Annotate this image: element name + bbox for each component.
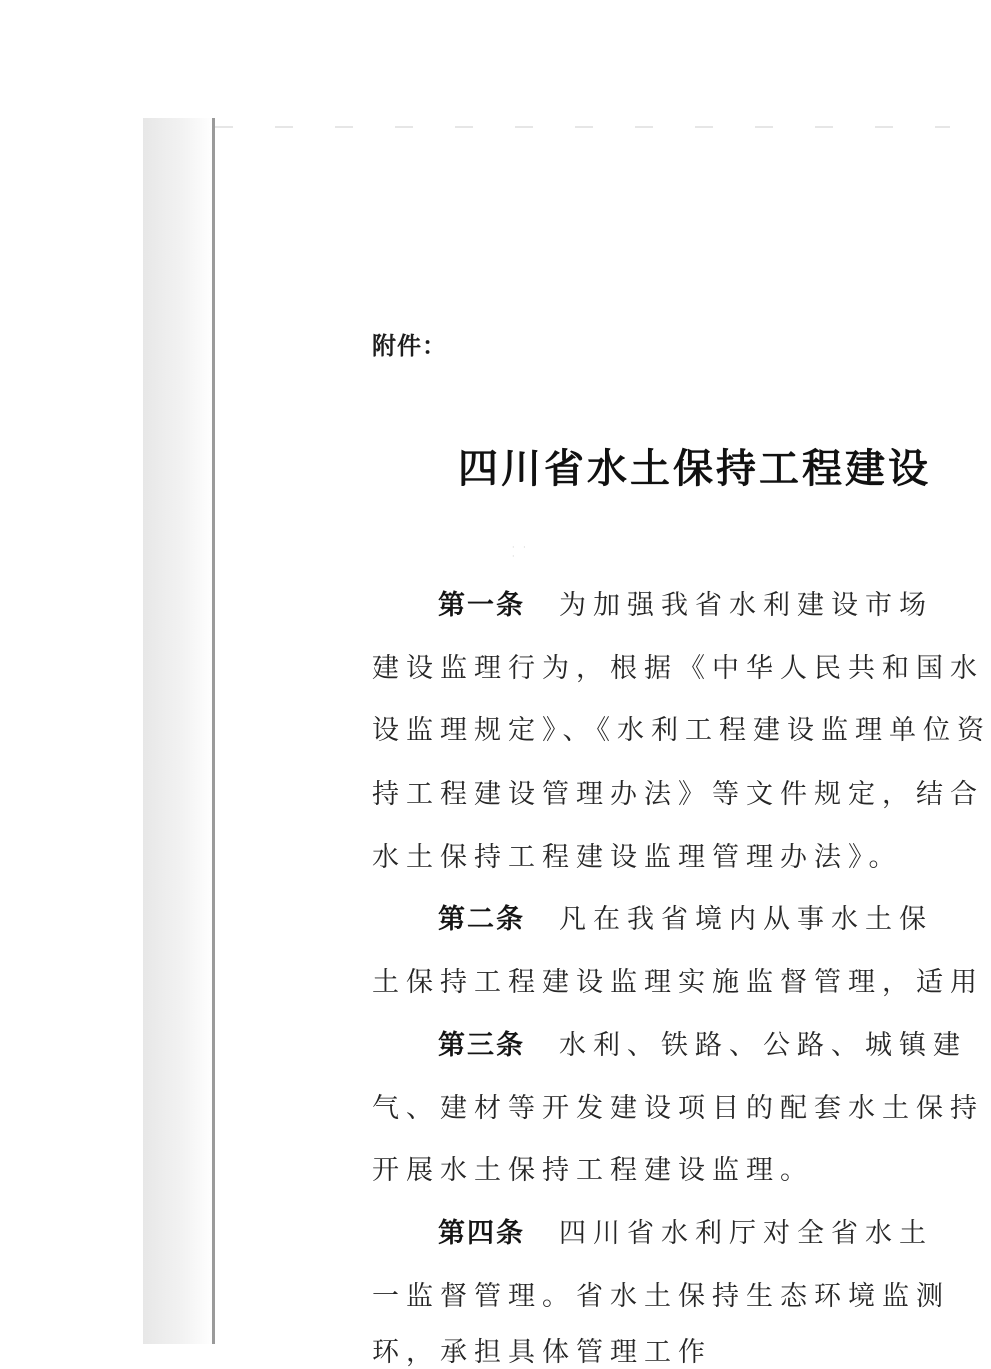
article-2-line-2: 土保持工程建设监理实施监督管理，适用	[372, 967, 984, 998]
article-1-text-1: 为加强我省水利建设市场	[559, 590, 933, 621]
scan-top-artifact	[215, 126, 950, 128]
attachment-label: 附件：	[372, 332, 447, 360]
article-1-line-1	[438, 583, 933, 622]
scan-page-edge	[212, 118, 215, 1344]
article-3-line-3: 开展水土保持工程建设监理。	[372, 1155, 814, 1186]
article-2-text-1: 凡在我省境内从事水土保	[559, 904, 933, 935]
scan-page-shadow	[143, 118, 213, 1344]
article-1-line-5: 水土保持工程建设监理管理办法》。	[372, 842, 903, 873]
article-3-heading: 第三条	[438, 1030, 525, 1061]
article-2-line-1	[438, 897, 933, 936]
article-4-line-1	[438, 1211, 933, 1250]
article-4-heading: 第四条	[438, 1218, 525, 1249]
article-2-heading: 第二条	[438, 904, 525, 935]
article-3-line-1	[438, 1023, 967, 1062]
article-1-heading: 第一条	[438, 590, 525, 621]
article-4-text-1: 四川省水利厅对全省水土	[559, 1218, 933, 1249]
article-1-line-3: 设监理规定》、《水利工程建设监理单位资	[372, 715, 991, 746]
article-1-line-4: 持工程建设管理办法》等文件规定，结合	[372, 779, 984, 810]
document-title: 四川省水土保持工程建设	[458, 446, 931, 492]
article-3-line-2: 气、建材等开发建设项目的配套水土保持	[372, 1093, 984, 1124]
article-4-line-3-partial: 环，承担具体管理工作	[372, 1337, 712, 1368]
article-1-line-2: 建设监理行为，根据《中华人民共和国水	[372, 653, 984, 684]
article-3-text-1: 水利、铁路、公路、城镇建	[559, 1030, 967, 1061]
scan-speck: · · ·	[512, 543, 529, 561]
article-4-line-2: 一监督管理。省水土保持生态环境监测	[372, 1281, 950, 1312]
